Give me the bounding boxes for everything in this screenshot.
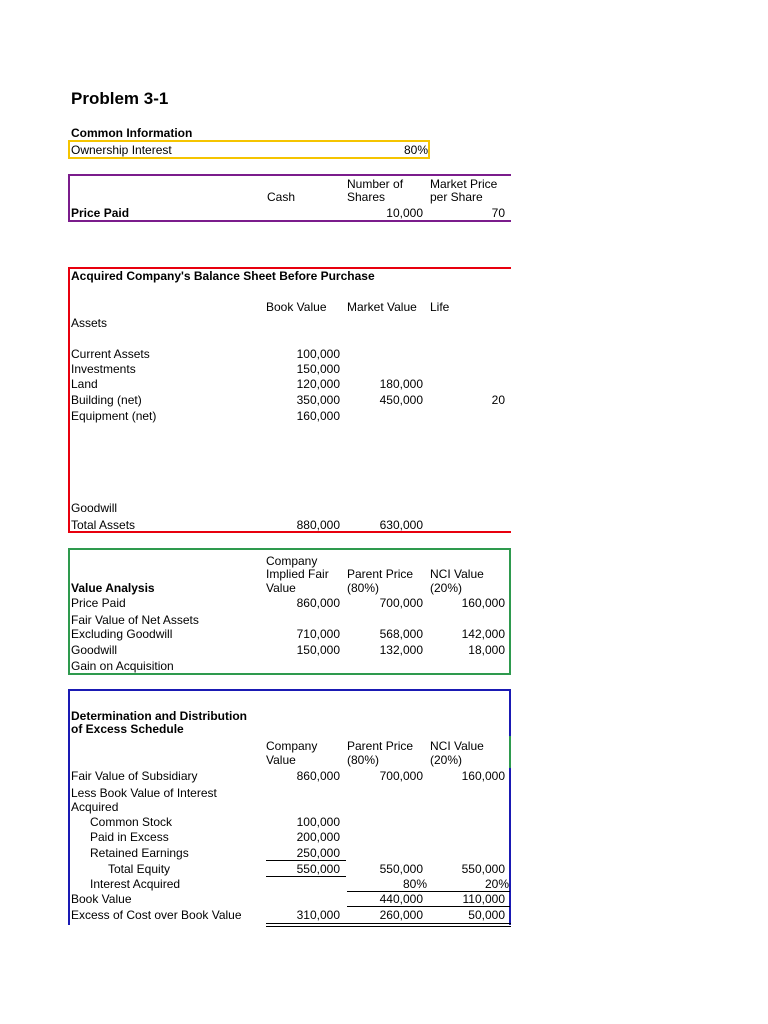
ex-fair-value-nci[interactable]: 160,000 <box>461 769 505 783</box>
ex-interest-acquired-nci[interactable]: 20% <box>484 877 509 891</box>
ex-less-book-label-1: Less Book Value of Interest <box>71 786 217 800</box>
market-price-header-2: per Share <box>430 190 483 204</box>
book-value-header: Book Value <box>266 300 327 314</box>
va-goodwill-parent[interactable]: 132,000 <box>379 643 423 657</box>
number-of-shares-header-2: Shares <box>347 190 386 204</box>
common-information-heading: Common Information <box>71 126 193 140</box>
page-title: Problem 3-1 <box>71 89 169 108</box>
ex-nci-header-1: NCI Value <box>430 739 484 753</box>
price-paid-label: Price Paid <box>71 206 130 220</box>
asset-row-label: Investments <box>71 362 136 376</box>
book-value-rule <box>347 906 510 907</box>
va-price-paid-company[interactable]: 860,000 <box>296 596 340 610</box>
total-assets-market-value[interactable]: 630,000 <box>379 518 423 532</box>
va-goodwill-label: Goodwill <box>71 643 118 657</box>
parent-price-header-2: (80%) <box>347 581 380 595</box>
ex-excess-company[interactable]: 310,000 <box>296 908 340 922</box>
ex-total-equity-nci[interactable]: 550,000 <box>461 862 505 876</box>
excess-heading-1: Determination and Distribution <box>71 709 248 723</box>
ex-parent-header-1: Parent Price <box>347 739 414 753</box>
va-fair-value-company[interactable]: 710,000 <box>296 627 340 641</box>
ex-company-header-2: Value <box>266 753 296 767</box>
number-of-shares-header-1: Number of <box>347 177 404 191</box>
ex-paid-in-label: Paid in Excess <box>90 830 169 844</box>
ex-retained-value[interactable]: 250,000 <box>296 846 340 860</box>
va-fair-value-parent[interactable]: 568,000 <box>379 627 423 641</box>
cell-selection-marker <box>509 736 511 768</box>
nci-value-header-2: (20%) <box>430 581 463 595</box>
va-gain-label: Gain on Acquisition <box>71 659 174 673</box>
ex-book-value-label: Book Value <box>71 892 132 906</box>
va-fair-value-label-2: Excluding Goodwill <box>71 627 173 641</box>
asset-row-book-value[interactable]: 160,000 <box>296 409 340 423</box>
double-underline <box>266 923 511 927</box>
asset-row-book-value[interactable]: 350,000 <box>296 393 340 407</box>
asset-row-label: Equipment (net) <box>71 409 157 423</box>
va-fair-value-label-1: Fair Value of Net Assets <box>71 613 199 627</box>
ex-fair-value-label: Fair Value of Subsidiary <box>71 769 198 783</box>
ex-nci-header-2: (20%) <box>430 753 463 767</box>
total-assets-label: Total Assets <box>71 518 136 532</box>
ex-excess-parent[interactable]: 260,000 <box>379 908 423 922</box>
va-price-paid-label: Price Paid <box>71 596 126 610</box>
ex-retained-label: Retained Earnings <box>90 846 189 860</box>
subtotal-rule <box>266 860 346 861</box>
market-value-header: Market Value <box>347 300 417 314</box>
excess-heading-2: of Excess Schedule <box>71 722 184 736</box>
market-price-value[interactable]: 70 <box>491 206 505 220</box>
ex-fair-value-company[interactable]: 860,000 <box>296 769 340 783</box>
ex-book-value-nci[interactable]: 110,000 <box>462 892 505 906</box>
asset-row-book-value[interactable]: 150,000 <box>296 362 340 376</box>
ex-total-equity-parent[interactable]: 550,000 <box>379 862 423 876</box>
ex-common-stock-label: Common Stock <box>90 815 173 829</box>
ex-company-header-1: Company <box>266 739 318 753</box>
asset-row-label: Land <box>71 377 98 391</box>
va-goodwill-company[interactable]: 150,000 <box>296 643 340 657</box>
ex-paid-in-value[interactable]: 200,000 <box>296 830 340 844</box>
asset-row-market-value[interactable]: 450,000 <box>379 393 423 407</box>
total-equity-rule <box>266 876 346 877</box>
asset-row-book-value[interactable]: 100,000 <box>296 347 340 361</box>
balance-sheet-heading: Acquired Company's Balance Sheet Before Purchase <box>71 269 375 283</box>
asset-row-market-value[interactable]: 180,000 <box>379 377 423 391</box>
company-implied-header-3: Value <box>266 581 296 595</box>
asset-row-life[interactable]: 20 <box>491 393 505 407</box>
company-implied-header-1: Company <box>266 554 318 568</box>
number-of-shares-value[interactable]: 10,000 <box>386 206 423 220</box>
market-price-header-1: Market Price <box>430 177 498 191</box>
va-price-paid-nci[interactable]: 160,000 <box>461 596 505 610</box>
ex-book-value-parent[interactable]: 440,000 <box>379 892 423 906</box>
ex-excess-label: Excess of Cost over Book Value <box>71 908 242 922</box>
asset-row-label: Building (net) <box>71 393 142 407</box>
total-assets-book-value[interactable]: 880,000 <box>296 518 340 532</box>
asset-row-label: Current Assets <box>71 347 150 361</box>
goodwill-label: Goodwill <box>71 501 118 515</box>
life-header: Life <box>430 300 450 314</box>
ownership-interest-value[interactable]: 80% <box>403 143 428 157</box>
company-implied-header-2: Implied Fair <box>266 567 329 581</box>
ownership-interest-label: Ownership Interest <box>71 143 172 157</box>
va-fair-value-nci[interactable]: 142,000 <box>461 627 505 641</box>
ex-interest-acquired-label: Interest Acquired <box>90 877 181 891</box>
ex-less-book-label-2: Acquired <box>71 800 119 814</box>
nci-value-header-1: NCI Value <box>430 567 484 581</box>
ex-interest-acquired-parent[interactable]: 80% <box>402 877 427 891</box>
value-analysis-heading: Value Analysis <box>71 581 155 595</box>
parent-price-header-1: Parent Price <box>347 567 414 581</box>
assets-label: Assets <box>71 316 108 330</box>
ex-excess-nci[interactable]: 50,000 <box>468 908 505 922</box>
asset-row-book-value[interactable]: 120,000 <box>296 377 340 391</box>
va-price-paid-parent[interactable]: 700,000 <box>379 596 423 610</box>
ex-total-equity-company[interactable]: 550,000 <box>296 862 340 876</box>
ex-common-stock-value[interactable]: 100,000 <box>296 815 340 829</box>
cash-header: Cash <box>267 190 296 204</box>
va-goodwill-nci[interactable]: 18,000 <box>468 643 505 657</box>
ex-fair-value-parent[interactable]: 700,000 <box>379 769 423 783</box>
ex-parent-header-2: (80%) <box>347 753 380 767</box>
ex-total-equity-label: Total Equity <box>108 862 171 876</box>
